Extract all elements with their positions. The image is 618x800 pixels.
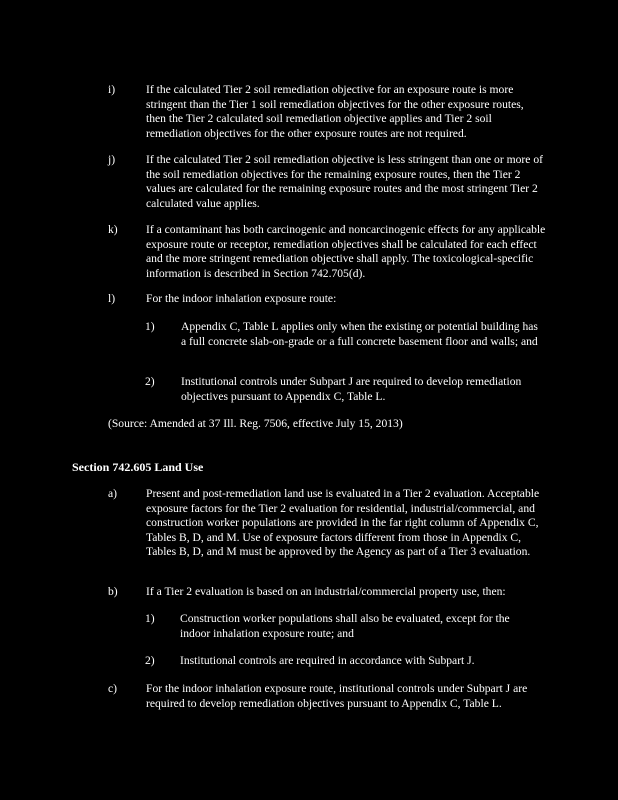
item-label: c) xyxy=(108,682,118,695)
subitem-label: 2) xyxy=(145,375,155,388)
item-text: If the calculated Tier 2 soil remediation objective is less stringent than one or more of the soil remediation objectives for the remaining exposure routes, then the Tier 2 values are calculated for the remaining exposure routes and the most stringent Tier 2 calculated value applies. xyxy=(146,153,543,210)
item-label: i) xyxy=(108,83,116,96)
item-text: If a contaminant has both carcinogenic and noncarcinogenic effects for any applicable exposure route or receptor, remediation objectives shall be calculated for each effect and the more stringent remediation objective shall apply. The toxicological-specific information is described in Section 742.705(d). xyxy=(146,223,546,280)
subitem-text: Construction worker populations shall also be evaluated, except for the indoor inhalation exposure route; and xyxy=(180,612,510,640)
item-text: If a Tier 2 evaluation is based on an industrial/commercial property use, then: xyxy=(146,585,506,598)
subitem-label: 1) xyxy=(145,320,155,333)
section-heading: Section 742.605 Land Use xyxy=(72,460,204,474)
item-label: k) xyxy=(108,223,118,236)
item-text: Present and post-remediation land use is evaluated in a Tier 2 evaluation. Acceptable exposure factors for the Tier 2 evaluation for residential, industrial/commercial, and construction worker populations are provided in the far right column of Appendix C, Tables B, D, and M. Use of exposure factors different from those in Appendix C, Tables B, D, and M must be approved by the Agency as part of a Tier 3 evaluation. xyxy=(146,487,540,559)
item-text: For the indoor inhalation exposure route, institutional controls under Subpart J are required to develop remediation objectives pursuant to Appendix C, Table L. xyxy=(146,682,528,710)
item-text: If the calculated Tier 2 soil remediation objective for an exposure route is more stringent than the Tier 1 soil remediation objectives for the other exposure routes, then the Tier 2 calculated soil remediation objective applies and Tier 2 soil remediation objectives for the other exposure routes are not required. xyxy=(146,83,524,140)
subitem-label: 2) xyxy=(145,654,155,667)
item-label: l) xyxy=(108,292,116,305)
item-label: j) xyxy=(108,153,116,166)
item-label: b) xyxy=(108,585,118,598)
item-label: a) xyxy=(108,487,118,500)
subitem-label: 1) xyxy=(145,612,155,625)
subitem-text: Institutional controls under Subpart J are required to develop remediation objectives pursuant to Appendix C, Table L. xyxy=(181,375,522,403)
source-note: (Source: Amended at 37 Ill. Reg. 7506, effective July 15, 2013) xyxy=(108,417,403,430)
subitem-text: Appendix C, Table L applies only when the existing or potential building has a full concrete slab-on-grade or a full concrete basement floor and walls; and xyxy=(181,320,538,348)
item-text: For the indoor inhalation exposure route: xyxy=(146,292,337,305)
subitem-text: Institutional controls are required in accordance with Subpart J. xyxy=(180,654,475,667)
